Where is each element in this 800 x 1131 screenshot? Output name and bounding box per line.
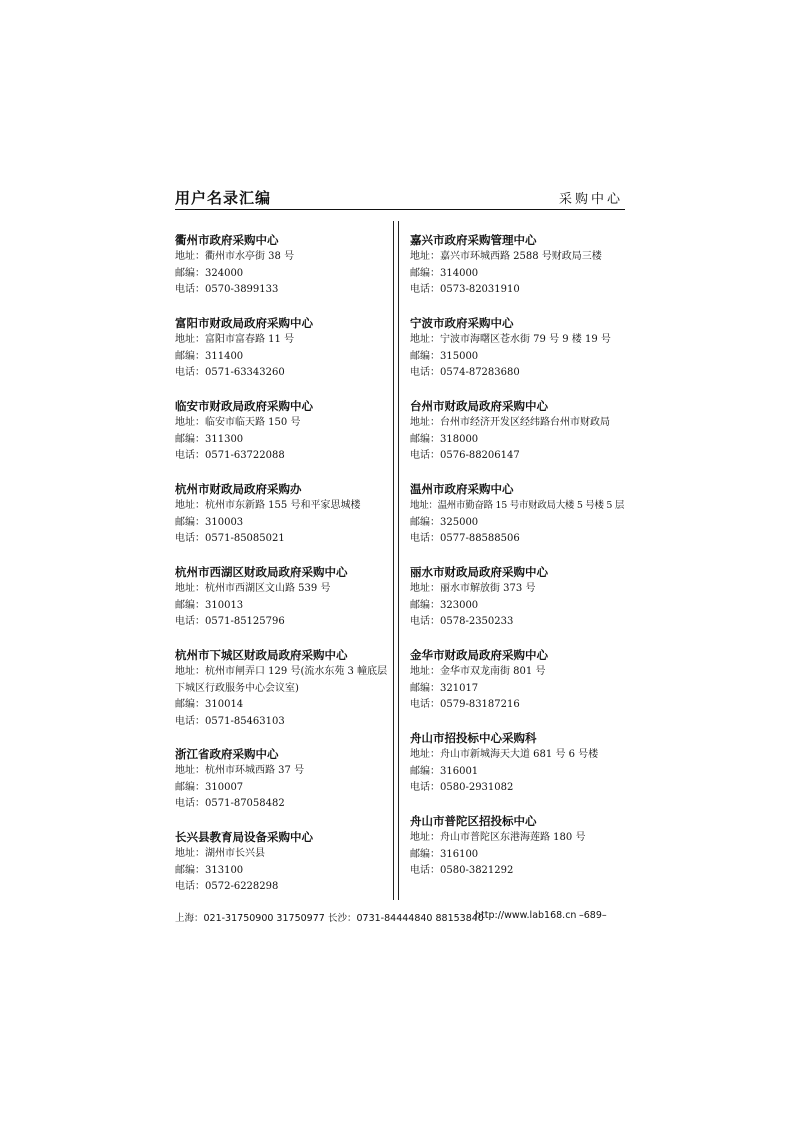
entry-name: 舟山市普陀区招投标中心	[410, 814, 537, 828]
section-label: 采购中心	[558, 192, 623, 207]
entry-phone: 电话：0571-63722088	[175, 450, 285, 461]
entry-name: 杭州市财政局政府采购办	[175, 482, 302, 496]
entry-phone: 电话：0580-2931082	[410, 782, 514, 793]
entry-phone: 电话：0577-88588506	[410, 533, 520, 544]
entry-phone: 电话：0578-2350233	[410, 616, 514, 627]
directory-entry	[410, 730, 625, 813]
entry-phone: 电话：0571-87058482	[175, 798, 285, 809]
entry-address: 地址：湖州市长兴县	[175, 848, 265, 859]
directory-entry	[410, 398, 625, 481]
entry-name: 温州市政府采购中心	[410, 482, 514, 496]
directory-entry	[175, 315, 390, 398]
directory-entry	[410, 647, 625, 730]
directory-entry	[175, 829, 390, 912]
directory-entry	[175, 398, 390, 481]
entry-name: 浙江省政府采购中心	[175, 747, 279, 761]
left-column	[175, 232, 390, 912]
column-divider	[393, 221, 399, 900]
entry-postcode: 邮编：314000	[410, 267, 479, 279]
entry-address: 地址：金华市双龙南街 801 号	[410, 666, 546, 677]
entry-phone: 电话：0573-82031910	[410, 284, 520, 295]
entry-address: 地址：舟山市新城海天大道 681 号 6 号楼	[410, 749, 599, 760]
directory-entry	[175, 746, 390, 829]
right-column	[410, 232, 625, 896]
entry-address: 地址：临安市临天路 150 号	[175, 417, 301, 428]
directory-entry	[175, 481, 390, 564]
entry-address: 地址：杭州市环城西路 37 号	[175, 765, 305, 776]
entry-postcode: 邮编：324000	[175, 267, 244, 279]
entry-phone: 电话：0571-85463103	[175, 715, 285, 727]
entry-address: 地址：嘉兴市环城西路 2588 号财政局三楼	[410, 251, 602, 262]
entry-name: 金华市财政局政府采购中心	[410, 648, 548, 662]
entry-address: 地址：富阳市富春路 11 号	[175, 334, 295, 345]
footer-url[interactable]: http://www.lab168.cn	[475, 910, 577, 921]
entry-address: 地址：宁波市海曙区苍水街 79 号 9 楼 19 号	[410, 334, 611, 345]
entry-phone: 电话：0574-87283680	[410, 367, 520, 378]
directory-entry	[175, 564, 390, 647]
entry-name: 富阳市财政局政府采购中心	[175, 316, 313, 330]
entry-phone: 电话：0576-88206147	[410, 450, 520, 461]
entry-address: 地址：衢州市水亭街 38 号	[175, 251, 295, 262]
entry-postcode: 邮编：310007	[175, 781, 244, 793]
entry-name: 杭州市下城区财政局政府采购中心	[175, 648, 348, 662]
entry-phone: 电话：0570-3899133	[175, 284, 279, 295]
directory-entry	[175, 647, 390, 746]
entry-postcode: 邮编：316100	[410, 848, 479, 860]
entry-address: 地址：丽水市解放街 373 号	[410, 583, 536, 594]
entry-name: 衢州市政府采购中心	[175, 233, 279, 247]
entry-postcode: 邮编：311400	[175, 350, 244, 362]
directory-entry	[410, 813, 625, 896]
entry-postcode: 邮编：321017	[410, 682, 479, 694]
footer-changsha-phone: 长沙：0731-84444840 88153840	[328, 913, 484, 924]
entry-postcode: 邮编：310003	[175, 516, 244, 528]
directory-entry	[410, 481, 625, 564]
entry-phone: 电话：0571-63343260	[175, 367, 285, 378]
entry-postcode: 邮编：315000	[410, 350, 479, 362]
entry-postcode: 邮编：313100	[175, 864, 244, 876]
entry-name: 长兴县教育局设备采购中心	[175, 830, 313, 844]
page-footer	[175, 910, 625, 924]
entry-name: 嘉兴市政府采购管理中心	[410, 233, 537, 247]
entry-address: 地址：舟山市普陀区东港海莲路 180 号	[410, 832, 586, 843]
page-number: –689–	[579, 910, 607, 921]
page-title: 用户名录汇编	[175, 189, 272, 207]
footer-shanghai-phone: 上海：021-31750900 31750977	[175, 913, 325, 924]
entry-phone: 电话：0571-85125796	[175, 616, 285, 627]
entry-name: 临安市财政局政府采购中心	[175, 399, 313, 413]
page-header	[175, 187, 625, 211]
entry-address: 地址：温州市勤奋路 15 号市财政局大楼 5 号楼 5 层	[410, 500, 625, 511]
entry-name: 台州市财政局政府采购中心	[410, 399, 548, 413]
entry-postcode: 邮编：325000	[410, 516, 479, 528]
entry-address: 地址：杭州市西湖区文山路 539 号	[175, 583, 331, 594]
entry-name: 杭州市西湖区财政局政府采购中心	[175, 565, 348, 579]
entry-postcode: 邮编：310013	[175, 599, 244, 611]
entry-phone: 电话：0579-83187216	[410, 699, 520, 710]
header-rule	[175, 209, 625, 210]
directory-entry	[175, 232, 390, 315]
entry-address: 地址：杭州市闸弄口 129 号(流水东苑 3 幢底层下城区行政服务中心会议室)	[175, 666, 388, 694]
directory-entry	[410, 315, 625, 398]
entry-postcode: 邮编：310014	[175, 699, 244, 710]
entry-address: 地址：杭州市东新路 155 号和平家思城楼	[175, 500, 361, 511]
entry-name: 舟山市招投标中心采购科	[410, 731, 537, 745]
entry-postcode: 邮编：323000	[410, 599, 479, 611]
entry-name: 宁波市政府采购中心	[410, 316, 514, 330]
entry-phone: 电话：0580-3821292	[410, 865, 514, 876]
directory-entry	[410, 232, 625, 315]
directory-entry	[410, 564, 625, 647]
entry-postcode: 邮编：316001	[410, 765, 479, 777]
entry-address: 地址：台州市经济开发区经纬路台州市财政局	[410, 417, 610, 428]
entry-phone: 电话：0571-85085021	[175, 533, 285, 544]
entry-postcode: 邮编：311300	[175, 433, 244, 445]
entry-postcode: 邮编：318000	[410, 433, 479, 445]
entry-phone: 电话：0572-6228298	[175, 881, 279, 892]
entry-name: 丽水市财政局政府采购中心	[410, 565, 548, 579]
